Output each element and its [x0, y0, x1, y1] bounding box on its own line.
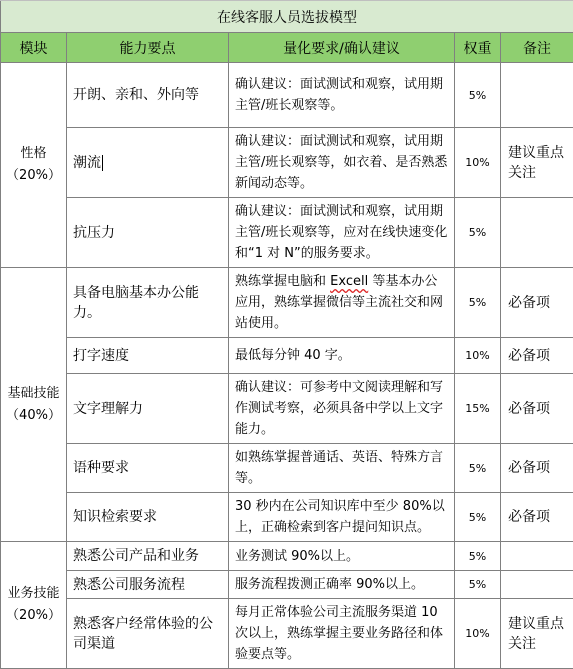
ability-cell[interactable]: 熟悉客户经常体验的公司渠道 — [67, 599, 229, 669]
note-cell[interactable] — [501, 198, 573, 268]
ability-cell[interactable]: 语种要求 — [67, 444, 229, 493]
table-row — [1, 338, 573, 374]
weight-cell[interactable]: 5% — [455, 571, 501, 599]
module-cell-basic-skills: 基础技能（40%） — [1, 268, 67, 542]
weight-cell[interactable]: 5% — [455, 493, 501, 542]
module-weight: （20%） — [3, 165, 64, 187]
weight-cell[interactable]: 15% — [455, 374, 501, 444]
requirement-text: 熟练掌握电脑和 — [235, 274, 330, 289]
table-row — [1, 374, 573, 444]
weight-cell[interactable]: 5% — [455, 268, 501, 338]
ability-cell[interactable]: 打字速度 — [67, 338, 229, 374]
spellcheck-word: Excell — [330, 274, 368, 289]
requirement-text: 等基本办公应用，熟练掌握微信等主流社交和网站使用。 — [235, 274, 443, 331]
requirement-cell[interactable]: 确认建议：面试测试和观察，试用期主管/班长观察等。 — [229, 63, 455, 128]
ability-cell[interactable]: 熟悉公司服务流程 — [67, 571, 229, 599]
note-cell[interactable]: 必备项 — [501, 444, 573, 493]
header-requirement: 量化要求/确认建议 — [229, 33, 455, 63]
weight-cell[interactable]: 5% — [455, 63, 501, 128]
note-cell[interactable]: 必备项 — [501, 268, 573, 338]
note-cell[interactable]: 必备项 — [501, 374, 573, 444]
table-row — [1, 128, 573, 198]
ability-cell-active[interactable] — [67, 128, 229, 198]
header-weight: 权重 — [455, 33, 501, 63]
requirement-cell[interactable]: 如熟练掌握普通话、英语、特殊方言等。 — [229, 444, 455, 493]
table-row — [1, 444, 573, 493]
header-note: 备注 — [501, 33, 573, 63]
ability-cell[interactable]: 熟悉公司产品和业务 — [67, 542, 229, 571]
note-cell[interactable] — [501, 63, 573, 128]
weight-cell[interactable]: 10% — [455, 128, 501, 198]
ability-cell[interactable]: 知识检索要求 — [67, 493, 229, 542]
requirement-cell[interactable]: 30 秒内在公司知识库中至少 80%以上，正确检索到客户提问知识点。 — [229, 493, 455, 542]
note-cell[interactable]: 建议重点关注 — [501, 128, 573, 198]
weight-cell[interactable]: 10% — [455, 338, 501, 374]
requirement-cell[interactable]: 确认建议：面试测试和观察，试用期主管/班长观察等，如衣着、是否熟悉新闻动态等。 — [229, 128, 455, 198]
table-row — [1, 198, 573, 268]
header-module: 模块 — [1, 33, 67, 63]
table-row — [1, 493, 573, 542]
requirement-cell[interactable]: 确认建议：可参考中文阅读理解和写作测试考察，必须具备中学以上文字能力。 — [229, 374, 455, 444]
header-ability: 能力要点 — [67, 33, 229, 63]
requirement-cell[interactable]: 每月正常体验公司主流服务渠道 10 次以上，熟练掌握主要业务路径和体验要点等。 — [229, 599, 455, 669]
ability-cell[interactable]: 抗压力 — [67, 198, 229, 268]
table-row — [1, 268, 573, 338]
requirement-cell[interactable]: 服务流程拨测正确率 90%以上。 — [229, 571, 455, 599]
table-row — [1, 571, 573, 599]
ability-cell[interactable]: 文字理解力 — [67, 374, 229, 444]
ability-cell[interactable]: 具备电脑基本办公能力。 — [67, 268, 229, 338]
weight-cell[interactable]: 10% — [455, 599, 501, 669]
text-cursor-cell[interactable]: 潮流 — [73, 155, 103, 171]
weight-cell[interactable]: 5% — [455, 198, 501, 268]
weight-cell[interactable]: 5% — [455, 542, 501, 571]
module-name: 性格 — [3, 143, 64, 165]
table-title: 在线客服人员选拔模型 — [1, 1, 573, 33]
note-cell[interactable]: 建议重点关注 — [501, 599, 573, 669]
table-row — [1, 599, 573, 669]
note-cell[interactable] — [501, 542, 573, 571]
requirement-cell[interactable]: 确认建议：面试测试和观察，试用期主管/班长观察等，应对在线快速变化和“1 对 N”的服务要求。 — [229, 198, 455, 268]
requirement-cell[interactable] — [229, 268, 455, 338]
note-cell[interactable]: 必备项 — [501, 493, 573, 542]
requirement-cell[interactable]: 业务测试 90%以上。 — [229, 542, 455, 571]
table-row — [1, 542, 573, 571]
note-cell[interactable] — [501, 571, 573, 599]
module-cell-business-skills: 业务技能（20%） — [1, 542, 67, 669]
module-cell-personality — [1, 63, 67, 268]
weight-cell[interactable]: 5% — [455, 444, 501, 493]
table-row — [1, 63, 573, 128]
note-cell[interactable]: 必备项 — [501, 338, 573, 374]
ability-cell[interactable]: 开朗、亲和、外向等 — [67, 63, 229, 128]
requirement-cell[interactable]: 最低每分钟 40 字。 — [229, 338, 455, 374]
